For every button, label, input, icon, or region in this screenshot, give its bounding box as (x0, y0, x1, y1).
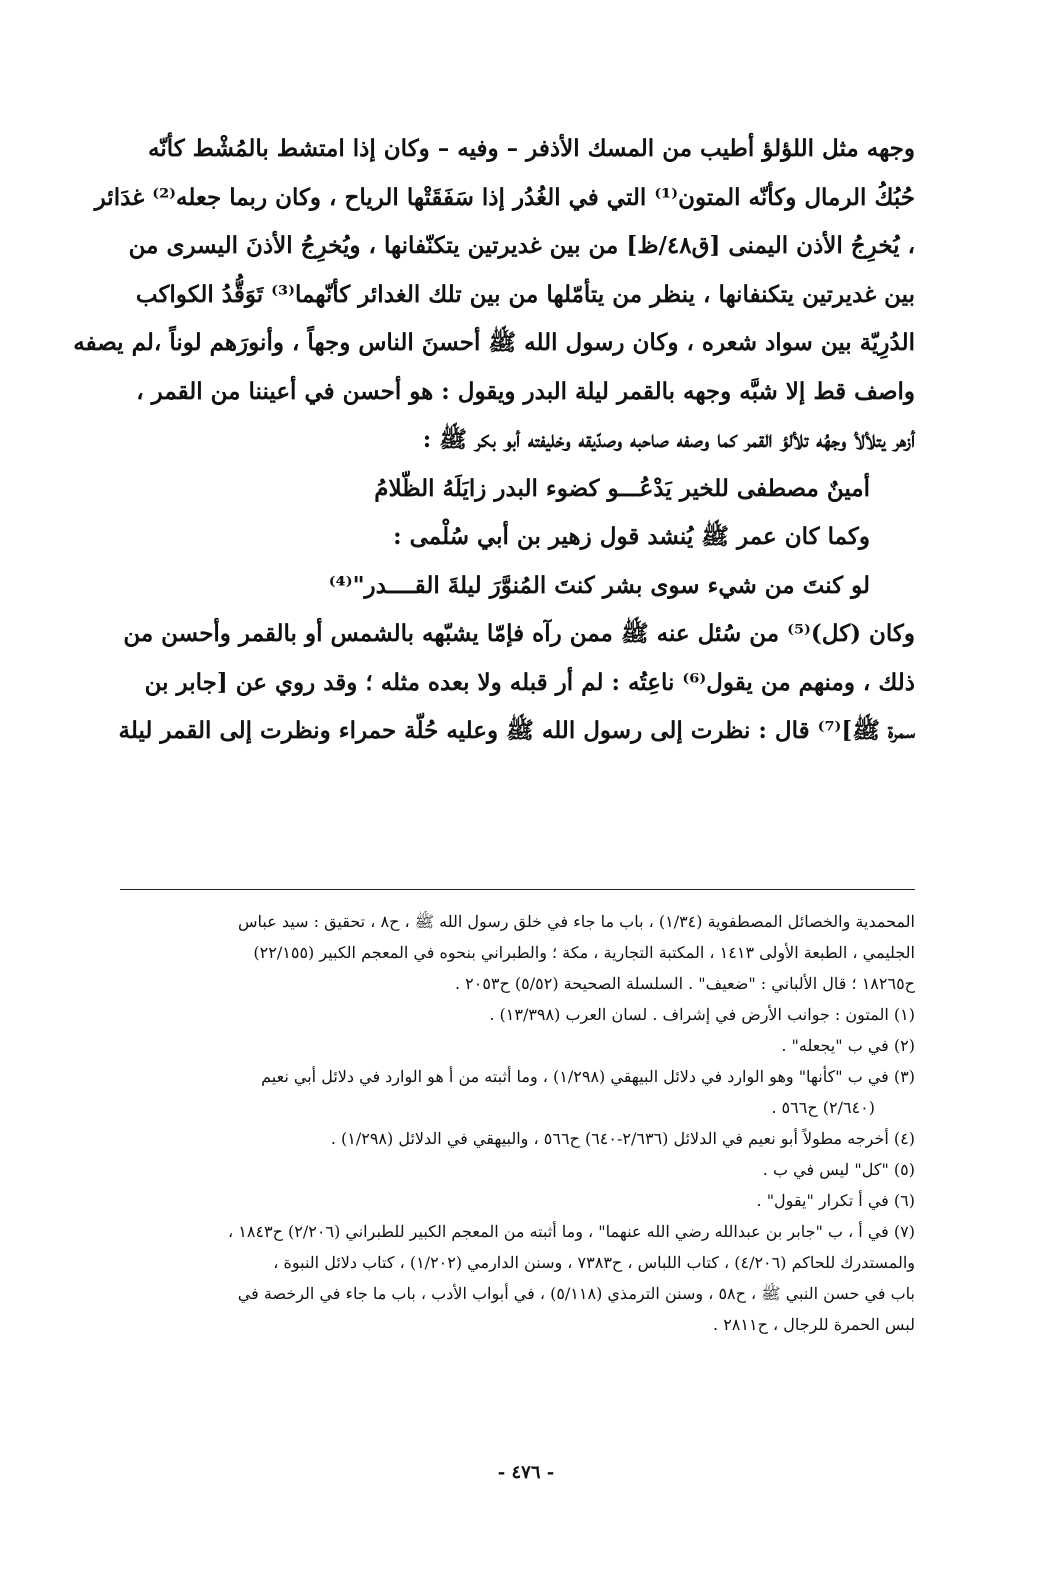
footnotes-block (120, 906, 915, 1340)
footnote-2: (٢) في ب "يجعله" . (781, 1036, 915, 1055)
footnote-5: (٥) "كل" ليس في ب . (762, 1160, 915, 1179)
footnote-4: (٤) أخرجه مطولاً أبو نعيم في الدلائل (٢/٦٣٦-٦٤٠) ح٥٦٦ ، والبيهقي في الدلائل (١/٢٩٨) . (330, 1129, 915, 1148)
poem-verse: أمينٌ مصطفى للخير يَدْعُـــو كضوء البدر زايَلَهُ الظّلامُ (374, 474, 870, 502)
text-line: أزهر يتلألأ وجهُه تلألؤ القمر كما وصفه صاحبه وصدّيقه وخليفته أبو بكر ﷺ : (422, 426, 915, 453)
text-line: ، يُخرِجُ الأذن اليمنى [ق٤٨/ظ] من بين غديرتين يتكنّفانها ، ويُخرِجُ الأذنَ اليسرى من (128, 232, 915, 259)
transition-line: وكما كان عمر ﷺ يُنشد قول زهير بن أبي سُلْمى : (393, 523, 870, 550)
footnote-3: (٣) في ب "كأنها" وهو الوارد في دلائل البيهقي (١/٢٩٨) ، وما أثبته من أ هو الوارد في دلائل أبي نعيم (261, 1067, 915, 1086)
footnote-7: (٧) في أ ، ب "جابر بن عبدالله رضي الله عنهما" ، وما أثبته من المعجم الكبير للطبراني (٢/٢٠٦) ح١٨٤٣ ، (228, 1222, 915, 1241)
footnote-7-continuation: لبس الحمرة للرجال ، ح٢٨١١ . (713, 1315, 915, 1334)
footnote-6: (٦) في أ تكرار "يقول" . (756, 1191, 915, 1210)
text-line: بين غديرتين يتكنفانها ، ينظر من يتأمّلها من بين تلك الغدائر كأنّهما⁽³⁾ تَوَقُّدُ الكواكب (135, 280, 915, 308)
footnote-7-continuation: والمستدرك للحاكم (٤/٢٠٦) ، كتاب اللباس ، ح٧٣٨٣ ، وسنن الدارمي (١/٢٠٢) ، كتاب دلائل النبوة ، (273, 1253, 915, 1272)
poem-verse: لو كنتَ من شيء سوى بشر كنتَ المُنوَّرَ ليلةَ القــــدر"⁽⁴⁾ (328, 571, 870, 599)
text-line: سمرة ﷺ]⁽⁷⁾ قال : نظرت إلى رسول الله ﷺ وعليه حُلّة حمراء ونظرت إلى القمر ليلة (118, 717, 915, 744)
footnote-7-continuation: باب في حسن النبي ﷺ ، ح٥٨ ، وسنن الترمذي (٥/١١٨) ، في أبواب الأدب ، باب ما جاء في الرخصة في (237, 1284, 915, 1303)
text-line: وجهه مثل اللؤلؤ أطيب من المسك الأذفر – وفيه – وكان إذا امتشط بالمُشْط كأنّه (147, 135, 915, 162)
text-line: ذلك ، ومنهم من يقول⁽⁶⁾ ناعِتُه : لم أر قبله ولا بعده مثله ؛ وقد روي عن [جابر بن (144, 668, 915, 696)
text-line: حُبُكُ الرمال وكأنّه المتون⁽¹⁾ التي في الغُدُر إذا سَفَقَتْها الرياح ، وكان ربما جعله⁽²⁾ غدَائر (94, 183, 915, 211)
footnote-3-continuation: (٢/٦٤٠) ح٥٦٦ . (771, 1098, 875, 1117)
footnote-continuation-line: المحمدية والخصائل المصطفوية (١/٣٤) ، باب ما جاء في خلق رسول الله ﷺ ، ح٨ ، تحقيق : سيد عباس (238, 912, 915, 931)
footnote-separator (120, 889, 915, 890)
text-line: الدُرِيّة بين سواد شعره ، وكان رسول الله ﷺ أحسنَ الناس وجهاً ، وأنورَهم لوناً ،لم يصفه (73, 329, 915, 356)
footnote-continuation-line: الجليمي ، الطبعة الأولى ١٤١٣ ، المكتبة التجارية ، مكة ؛ والطبراني بنحوه في المعجم الكبير (٢٢/١٥٥) (253, 943, 915, 962)
text-line: واصف قط إلا شبَّه وجهه بالقمر ليلة البدر ويقول : هو أحسن في أعيننا من القمر ، (136, 377, 915, 405)
footnote-1: (١) المتون : جوانب الأرض في إشراف . لسان العرب (١٣/٣٩٨) . (489, 1005, 915, 1024)
main-text-block (73, 125, 915, 756)
page-number: - ٤٧٦ - (497, 1462, 555, 1483)
text-line: وكان (كل)⁽⁵⁾ من سُئل عنه ﷺ ممن رآه فإمّا يشبّهه بالشمس أو بالقمر وأحسن من (123, 620, 915, 647)
footnote-continuation-line: ح١٨٢٦٥ ؛ قال الألباني : "ضعيف" . السلسلة الصحيحة (٥/٥٢) ح٢٠٥٣ . (454, 974, 915, 993)
